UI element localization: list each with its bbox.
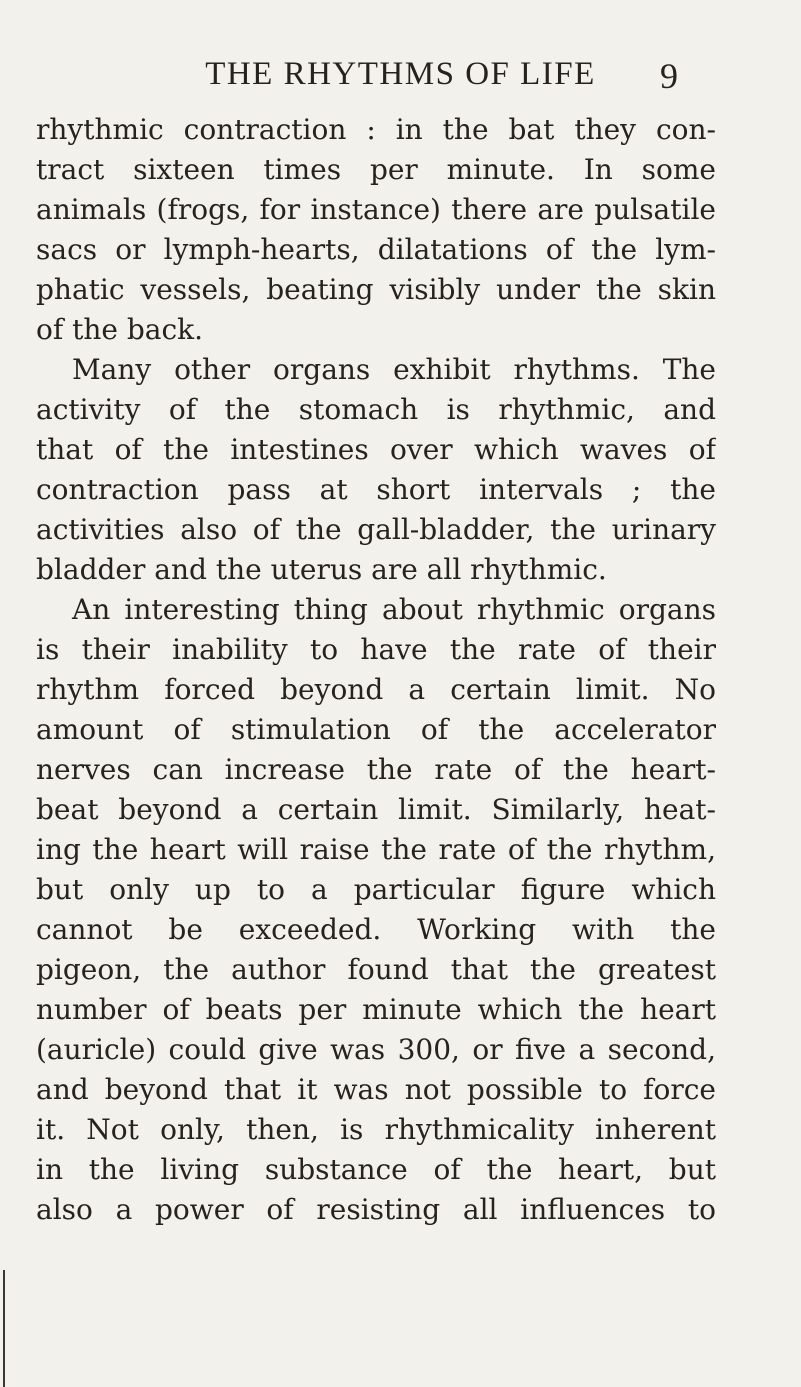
text-line: number of beats per minute which the heart bbox=[36, 993, 716, 1026]
running-head bbox=[0, 54, 801, 98]
text-line: also a power of resisting all influences to bbox=[36, 1193, 716, 1226]
page-binding-edge bbox=[3, 1270, 5, 1387]
running-head-title: THE RHYTHMS OF LIFE bbox=[205, 56, 596, 92]
text-line: nerves can increase the rate of the heart- bbox=[36, 753, 716, 786]
text-line: rhythm forced beyond a certain limit. No bbox=[36, 673, 716, 706]
text-line: cannot be exceeded. Working with the bbox=[36, 913, 716, 946]
text-line: sacs or lymph-hearts, dilatations of the lym- bbox=[36, 233, 716, 266]
text-line: Many other organs exhibit rhythms. The bbox=[72, 353, 716, 386]
text-line: and beyond that it was not possible to force bbox=[36, 1073, 716, 1106]
text-line: activity of the stomach is rhythmic, and bbox=[36, 393, 716, 426]
text-line: bladder and the uterus are all rhythmic. bbox=[36, 553, 607, 586]
text-line: pigeon, the author found that the greatest bbox=[36, 953, 716, 986]
text-line: amount of stimulation of the accelerator bbox=[36, 713, 716, 746]
text-line: tract sixteen times per minute. In some bbox=[36, 153, 716, 186]
text-line: is their inability to have the rate of their bbox=[36, 633, 716, 666]
text-line: beat beyond a certain limit. Similarly, heat- bbox=[36, 793, 716, 826]
text-line: of the back. bbox=[36, 313, 204, 346]
text-line: in the living substance of the heart, but bbox=[36, 1153, 716, 1186]
text-line: but only up to a particular figure which bbox=[36, 873, 716, 906]
text-line: it. Not only, then, is rhythmicality inherent bbox=[36, 1113, 716, 1146]
text-line: phatic vessels, beating visibly under the skin bbox=[36, 273, 716, 306]
text-line: animals (frogs, for instance) there are pulsatile bbox=[36, 193, 716, 226]
page-number: 9 bbox=[660, 56, 678, 96]
text-line: rhythmic contraction : in the bat they con- bbox=[36, 113, 716, 146]
body-text bbox=[36, 110, 716, 1230]
text-line: ing the heart will raise the rate of the rhythm, bbox=[36, 833, 716, 866]
text-line: contraction pass at short intervals ; the bbox=[36, 473, 716, 506]
text-line: An interesting thing about rhythmic organs bbox=[72, 593, 716, 626]
text-line: (auricle) could give was 300, or five a second, bbox=[36, 1033, 716, 1066]
text-line: that of the intestines over which waves of bbox=[36, 433, 716, 466]
text-line: activities also of the gall-bladder, the urinary bbox=[36, 513, 716, 546]
